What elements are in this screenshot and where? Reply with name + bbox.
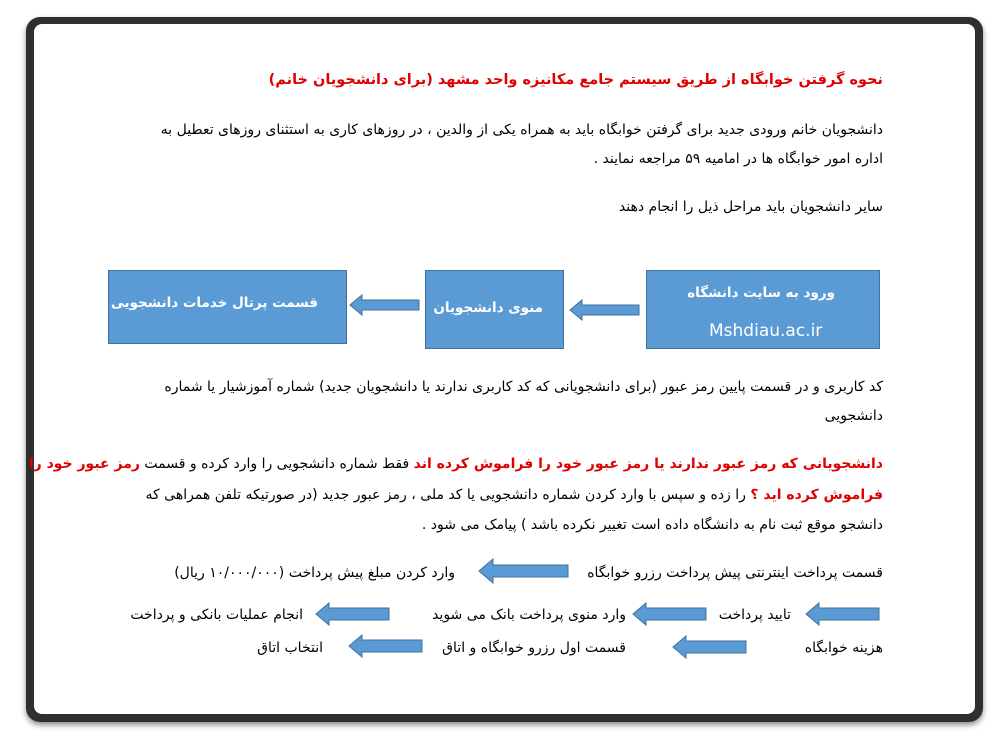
login-line-1: کد کاربری و در قسمت پایین رمز عبور (برای دانشجویانی که کد کاربری ندارند یا دانشجویان جدید) شماره آموزشیار یا شماره (164, 379, 883, 395)
site-login-label: ورود به سایت دانشگاه (687, 285, 835, 301)
forgot-line-1 (29, 456, 883, 472)
forgot-link-part1: رمز عبور خود را (28, 456, 140, 472)
student-portal-box (108, 270, 347, 344)
forgot-line-3: دانشجو موقع ثبت نام به دانشگاه داده است تغییر نکرده باشد ) پیامک می شود . (421, 517, 883, 533)
student-menu-label: منوی دانشجویان (433, 300, 543, 316)
step-bank-menu: وارد منوی پرداخت بانک می شوید (432, 607, 626, 623)
step-prepayment-section: قسمت پرداخت اینترنتی پیش پرداخت رزرو خوابگاه (587, 565, 883, 581)
forgot-instruction: فقط شماره دانشجویی را وارد کرده و قسمت (139, 456, 414, 472)
site-url: Mshdiau.ac.ir (709, 321, 823, 341)
forgot-line-2 (146, 487, 883, 503)
step-dorm-fee: هزینه خوابگاه (804, 640, 883, 656)
site-login-box (646, 270, 880, 349)
arrow-site-to-menu (569, 298, 641, 322)
login-line-2: دانشجویی (824, 408, 883, 424)
page-title: نحوه گرفتن خوابگاه از طریق سیستم جامع مکانیزه واحد مشهد (برای دانشجویان خانم) (268, 72, 883, 88)
forgot-link-part2: فراموش کرده اید ؟ (750, 487, 883, 503)
arrow-menu-to-portal (349, 293, 421, 317)
intro-line-1: دانشجویان خانم ورودی جدید برای گرفتن خوابگاه باید به همراه یکی از والدین ، در روزهای کاری به استثنای روزهای تعطیل به (160, 122, 883, 138)
step-bank-operation: انجام عملیات بانکی و پرداخت (130, 607, 303, 623)
arrow-step-3a (672, 634, 748, 660)
student-menu-box (425, 270, 564, 349)
step-confirm-payment: تایید پرداخت (718, 607, 791, 623)
forgot-continuation: را زده و سپس با وارد کردن شماره دانشجویی یا کد ملی ، رمز عبور جدید (در صورتیکه تلفن همراهی که (145, 487, 751, 503)
forgot-condition: دانشجویانی که رمز عبور ندارند یا رمز عبور خود را فراموش کرده اند (413, 456, 883, 472)
intro-line-2: اداره امور خوابگاه ها در امامیه ۵۹ مراجعه نمایند . (593, 151, 883, 167)
arrow-step-2b (632, 601, 708, 627)
student-portal-label: قسمت پرتال خدمات دانشجویی (110, 295, 318, 311)
arrow-step-2c (315, 601, 391, 627)
arrow-step-1 (478, 557, 570, 585)
step-reserve-room: قسمت اول رزرو خوابگاه و اتاق (442, 640, 626, 656)
arrow-step-2a (805, 601, 881, 627)
step-choose-room: انتخاب اتاق (257, 640, 323, 656)
arrow-step-3b (348, 633, 424, 659)
step-enter-amount: وارد کردن مبلغ پیش پرداخت (۱۰/۰۰۰/۰۰۰ ریال) (174, 565, 455, 581)
others-instruction: سایر دانشجویان باید مراحل ذیل را انجام دهند (618, 199, 883, 215)
